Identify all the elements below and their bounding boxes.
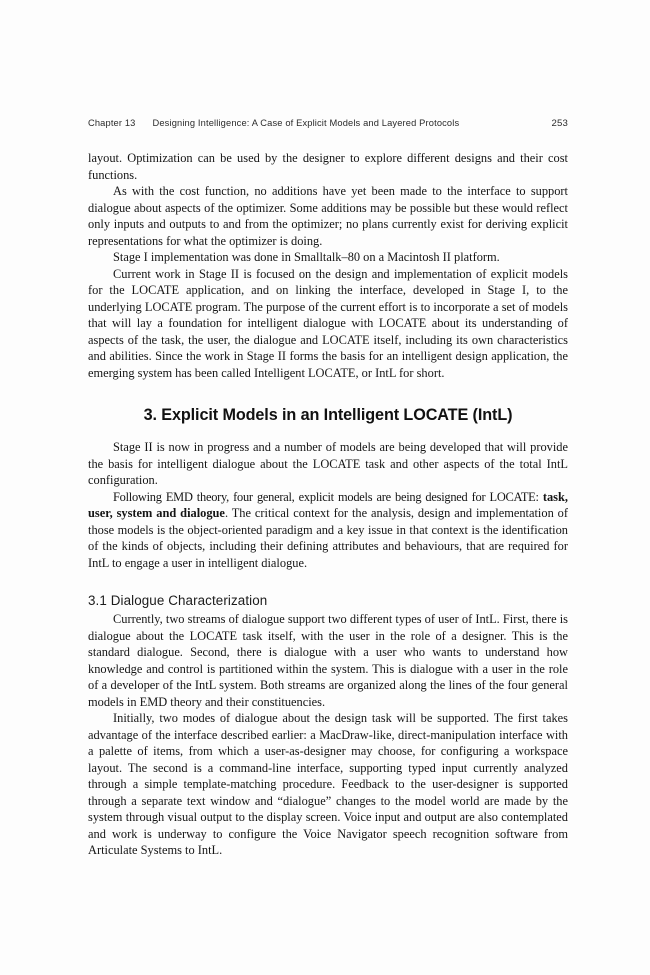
section-heading-3: 3. Explicit Models in an Intelligent LOCATE (IntL) [143, 406, 513, 424]
page-number: 253 [551, 118, 568, 129]
paragraph-6-emphasis: task, user, system and dialogue [88, 489, 568, 520]
paragraph-6-lead: Following EMD theory, four general, explicit models are being designed for LOCATE: [113, 489, 543, 504]
paragraph-1: layout. Optimization can be used by the designer to explore different designs and their cost functions. [88, 151, 568, 182]
paragraph-4: Current work in Stage II is focused on the design and implementation of explicit models for the LOCATE application, and on linking the interface, developed in Stage I, to the underlying LOCATE program. The purpose of the current effort is to incorporate a set of models that will lay a foundation for intelligent dialogue with LOCATE about its understanding of aspects of the task, the user, the dialogue and LOCATE itself, including its own characteristics and abilities. Since the work in Stage II forms the basis for an intelligent design application, the emerging system has been called Intelligent LOCATE, or IntL for short. [88, 266, 568, 380]
paragraph-3: Stage I implementation was done in Smalltalk–80 on a Macintosh II platform. [113, 250, 500, 264]
running-head-chapter: Chapter 13 [88, 118, 136, 128]
subsection-heading-3-1: 3.1 Dialogue Characterization [88, 593, 268, 608]
paragraph-8: Initially, two modes of dialogue about the design task will be supported. The first takes advantage of the interface described earlier: a MacDraw-like, direct-manipulation interface with a palette of items, from which a user-as-designer may choose, for configuring a workspace layout. The second is a command-line interface, supporting typed input currently analyzed through a simple template-matching procedure. Feedback to the user-designer is supported through a separate text window and “dialogue” changes to the model world are made by the system through visual output to the display screen. Voice input and output are also contemplated and work is underway to configure the Voice Navigator speech recognition software from Articulate Systems to IntL. [88, 711, 568, 857]
paragraph-6 [88, 489, 568, 572]
paragraph-2: As with the cost function, no additions have yet been made to the interface to support dialogue about aspects of the optimizer. Some additions may be possible but these would reflect only inputs and outputs to and from the optimizer; no plans currently exist for deriving explicit representations for what the optimizer is doing. [88, 184, 568, 248]
running-head [88, 118, 568, 132]
paragraph-6-rest: . The critical context for the analysis, design and implementation of those models is the object-oriented paradigm and a key issue in that context is the identification of the kinds of objects, including their defining attributes and behaviours, that are required for IntL to engage a user in intelligent dialogue. [88, 506, 568, 570]
page-content [88, 118, 568, 859]
running-head-title: Designing Intelligence: A Case of Explicit Models and Layered Protocols [152, 118, 460, 128]
paragraph-7: Currently, two streams of dialogue support two different types of user of IntL. First, there is dialogue about the LOCATE task itself, with the user in the role of a designer. This is the standard dialogue. Second, there is dialogue with a user who wants to understand how knowledge and control is partitioned within the system. This is dialogue with a user in the role of a developer of the IntL system. Both streams are organized along the lines of the four general models in EMD theory and their constituencies. [88, 612, 568, 709]
paragraph-5: Stage II is now in progress and a number of models are being developed that will provide the basis for intelligent dialogue about the LOCATE task and other aspects of the total IntL configuration. [88, 440, 568, 487]
